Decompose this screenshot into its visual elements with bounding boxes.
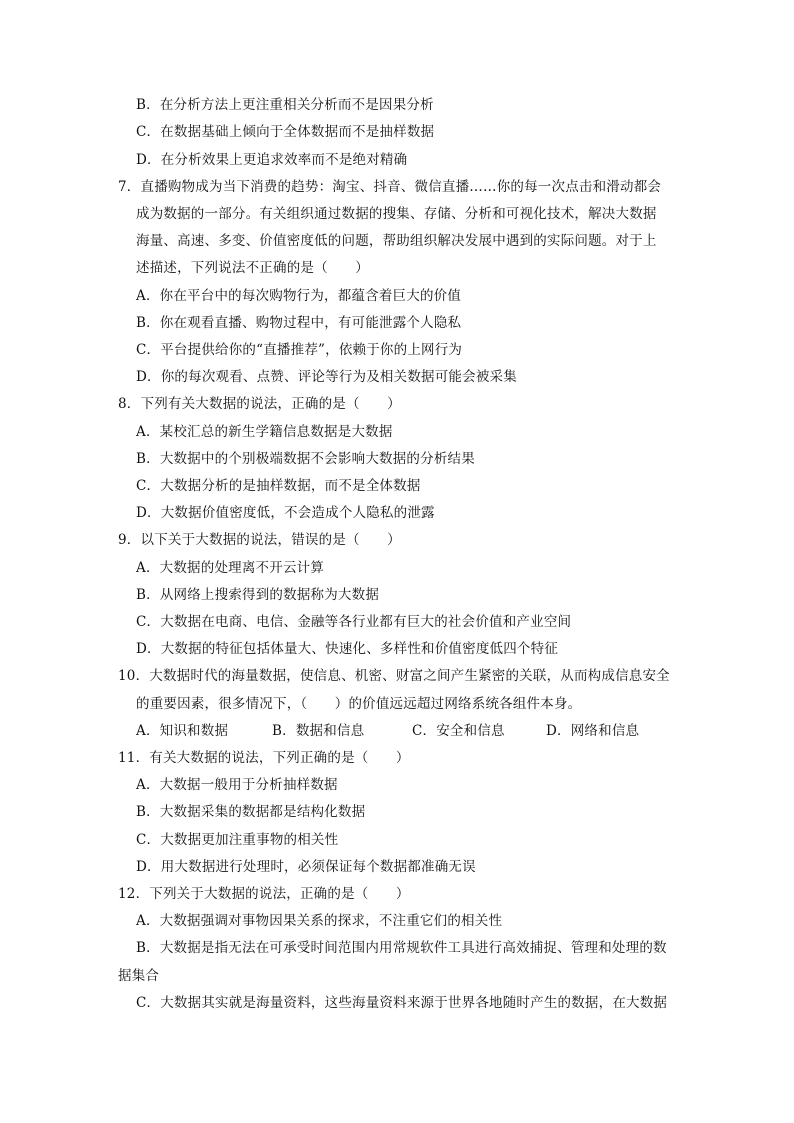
q12-option-b-line-2: 据集合 <box>118 968 160 984</box>
q8-option-a: A．某校汇总的新生学籍信息数据是大数据 <box>136 424 393 440</box>
q7-stem-line-1: 7．直播购物成为当下消费的趋势：淘宝、抖音、微信直播……你的每一次点击和滑动都会 <box>118 179 662 195</box>
q9-stem: 9．以下关于大数据的说法，错误的是（ ） <box>118 532 401 548</box>
q6-option-d: D．在分析效果上更追求效率而不是绝对精确 <box>136 152 408 168</box>
q11-option-b: B．大数据采集的数据都是结构化数据 <box>136 804 366 820</box>
q12-stem: 12．下列关于大数据的说法，正确的是（ ） <box>118 886 410 902</box>
q6-option-c: C．在数据基础上倾向于全体数据而不是抽样数据 <box>136 124 435 140</box>
q12-option-b-line-1: B．大数据是指无法在可承受时间范围内用常规软件工具进行高效捕捉、管理和处理的数 <box>136 940 667 956</box>
q10-option-d: D．网络和信息 <box>546 723 640 739</box>
q6-option-b: B．在分析方法上更注重相关分析而不是因果分析 <box>136 97 434 113</box>
q12-option-a: A．大数据强调对事物因果关系的探求，不注重它们的相关性 <box>136 913 503 929</box>
q10-option-c: C．安全和信息 <box>412 723 505 739</box>
q9-option-c: C．大数据在电商、电信、金融等各行业都有巨大的社会价值和产业空间 <box>136 614 572 630</box>
q7-option-c: C．平台提供给你的“直播推荐”，依赖于你的上网行为 <box>136 342 463 358</box>
q7-option-b: B．你在观看直播、购物过程中，有可能泄露个人隐私 <box>136 315 462 331</box>
q11-option-a: A．大数据一般用于分析抽样数据 <box>136 777 338 793</box>
q10-stem-line-2: 的重要因素，很多情况下，（ ）的价值远远超过网络系统各组件本身。 <box>136 696 582 712</box>
q10-options-row <box>136 722 696 740</box>
q8-option-c: C．大数据分析的是抽样数据，而不是全体数据 <box>136 478 421 494</box>
q8-stem: 8．下列有关大数据的说法，正确的是（ ） <box>118 396 401 412</box>
q7-stem-line-2: 成为数据的一部分。有关组织通过数据的搜集、存储、分析和可视化技术，解决大数据 <box>136 206 657 222</box>
q9-option-d: D．大数据的特征包括体量大、快速化、多样性和价值密度低四个特征 <box>136 641 559 657</box>
q7-stem-line-3: 海量、高速、多变、价值密度低的问题，帮助组织解决发展中遇到的实际问题。对于上 <box>136 233 657 249</box>
q9-option-b: B．从网络上搜索得到的数据称为大数据 <box>136 587 380 603</box>
q9-option-a: A．大数据的处理离不开云计算 <box>136 560 325 576</box>
q11-option-c: C．大数据更加注重事物的相关性 <box>136 832 339 848</box>
q8-option-d: D．大数据价值密度低，不会造成个人隐私的泄露 <box>136 505 435 521</box>
q10-stem-line-1: 10．大数据时代的海量数据，使信息、机密、财富之间产生紧密的关联，从而构成信息安全 <box>118 668 670 684</box>
q7-stem-line-4: 述描述，下列说法不正确的是（ ） <box>136 260 369 276</box>
q12-option-c: C．大数据其实就是海量资料，这些海量资料来源于世界各地随时产生的数据，在大数据 <box>136 995 668 1011</box>
q10-option-a: A．知识和数据 <box>136 723 229 739</box>
q11-stem: 11．有关大数据的说法，下列正确的是（ ） <box>118 750 410 766</box>
q11-option-d: D．用大数据进行处理时，必须保证每个数据都准确无误 <box>136 859 476 875</box>
q8-option-b: B．大数据中的个别极端数据不会影响大数据的分析结果 <box>136 451 475 467</box>
q10-option-b: B．数据和信息 <box>272 723 365 739</box>
q7-option-a: A．你在平台中的每次购物行为，都蕴含着巨大的价值 <box>136 288 462 304</box>
q7-option-d: D．你的每次观看、点赞、评论等行为及相关数据可能会被采集 <box>136 369 517 385</box>
